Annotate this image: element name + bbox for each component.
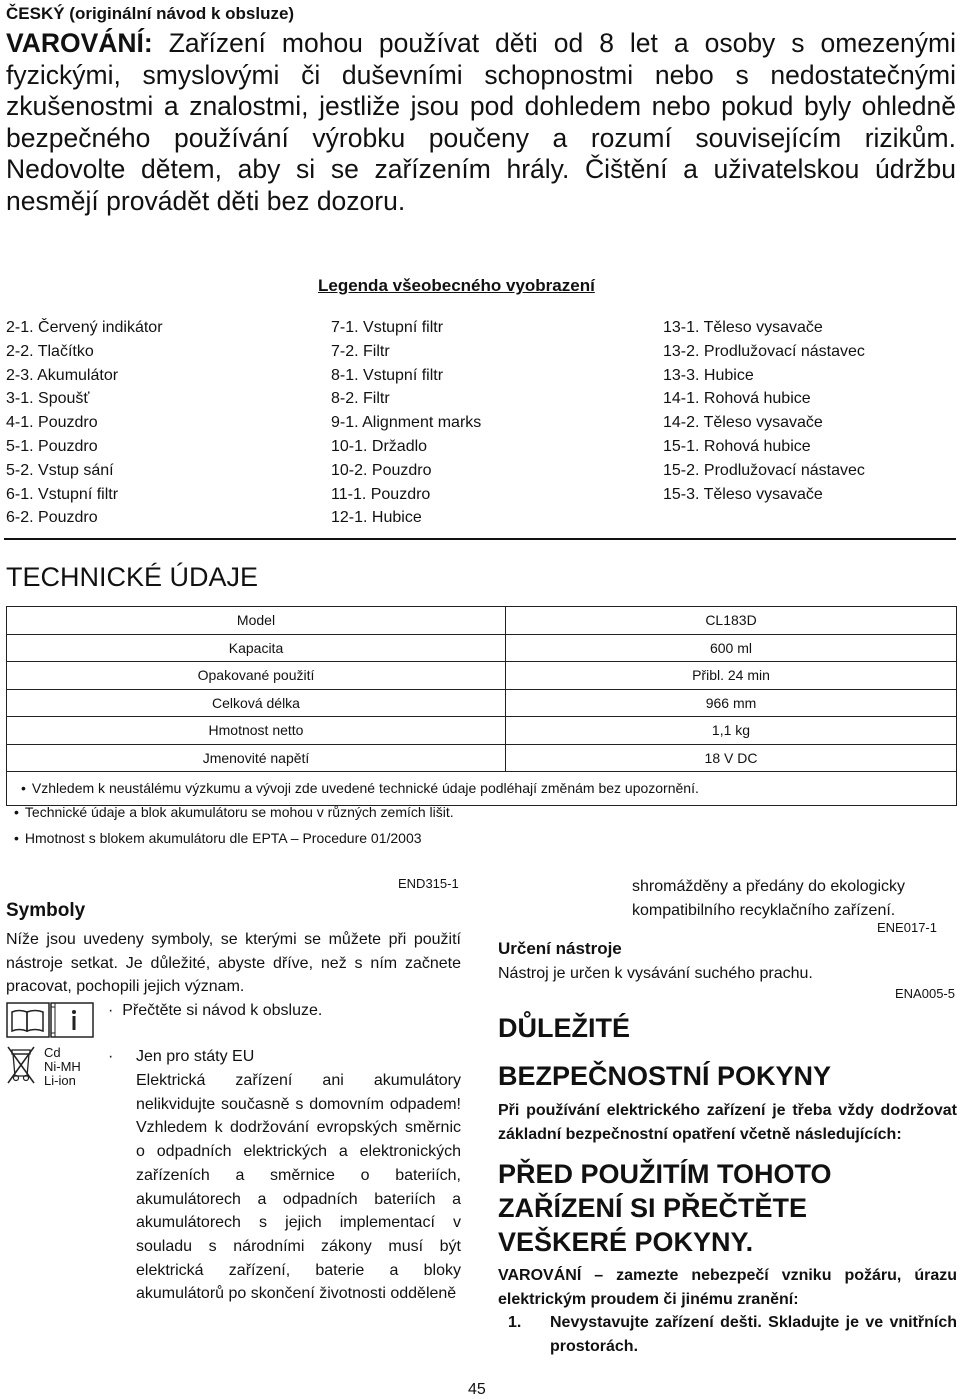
legend-column-1 xyxy=(6,316,163,530)
specs-table xyxy=(6,606,957,806)
legend-item: 8-1. Vstupní filtr xyxy=(331,366,444,384)
page-header: ČESKÝ (originální návod k obsluze) xyxy=(6,4,295,23)
symbol-item-1-text: Přečtěte si návod k obsluze. xyxy=(122,1002,323,1019)
safety-heading-1: DŮLEŽITÉ xyxy=(498,1013,630,1043)
legend-item: 2-3. Akumulátor xyxy=(6,366,119,384)
safety-heading-2: BEZPEČNOSTNÍ POKYNY xyxy=(498,1061,832,1091)
symbol-item-2-text: Elektrická zařízení ani akumulátory nelikvidujte současně s domovním odpadem! Vzhledem k dodržování evropských směrnic o odpadních elektrických a elektronických zařízeních a směrnice o bateriích, akumulátorech a odpadních bateriích a akumulátorech s jejich implementací v souladu s národními zákony musí být elektrická zařízení, baterie a bloky akumulátorů po skončení životnosti odděleně xyxy=(136,1072,461,1303)
battery-type-label: Li-ion xyxy=(44,1073,76,1088)
warning-text: Zařízení mohou používat děti od 8 let a osoby s omezenými fyzickými, smyslovými či duševními schopnostmi nebo s nedostatečnými zkušenostmi a znalostmi, jestliže jsou pod dohledem nebo pokud byly ohledně bezpečného používání výrobku poučeny a rozumí souvisejícím rizikům. Nedovolte dětem, aby si se zařízením hrály. Čištění a uživatelskou údržbu nesmějí provádět děti bez dozoru. xyxy=(6,28,956,216)
section-code: END315-1 xyxy=(398,876,459,891)
legend-item: 6-1. Vstupní filtr xyxy=(6,485,119,503)
safety-item-1-number: 1. xyxy=(508,1314,522,1331)
legend-item: 6-2. Pouzdro xyxy=(6,509,98,527)
table-row xyxy=(7,607,957,635)
battery-type-label: Ni-MH xyxy=(44,1059,81,1074)
table-row xyxy=(7,662,957,690)
symbols-intro: Níže jsou uvedeny symboly, se kterými se můžete při použití nástroje setkat. Je důležité, abyste dříve, než s ním začnete pracovat, pochopili jejich význam. xyxy=(6,931,461,996)
table-row xyxy=(7,744,957,772)
legend-item: 9-1. Alignment marks xyxy=(331,414,482,432)
safety-heading-3: PŘED POUŽITÍM TOHOTO ZAŘÍZENÍ SI PŘEČTĚTE VEŠKERÉ POKYNY. xyxy=(498,1159,832,1257)
symbol-item-2-title: Jen pro státy EU xyxy=(136,1048,255,1065)
legend-item: 3-1. Spoušť xyxy=(6,390,90,408)
battery-type-label: Cd xyxy=(44,1045,61,1060)
legend-column-2 xyxy=(331,316,481,530)
spec-value: 1,1 kg xyxy=(506,717,957,745)
legend-item: 15-2. Prodlužovací nástavec xyxy=(663,461,865,479)
spec-value: 966 mm xyxy=(506,689,957,717)
read-manual-icon xyxy=(6,1002,94,1038)
legend-item: 13-1. Těleso vysavače xyxy=(663,319,823,336)
spec-value: 600 ml xyxy=(506,634,957,662)
legend-item: 5-2. Vstup sání xyxy=(6,461,114,479)
legend-item: 5-1. Pouzdro xyxy=(6,437,98,455)
legend-item: 11-1. Pouzdro xyxy=(331,485,431,503)
legend-item: 13-2. Prodlužovací nástavec xyxy=(663,342,865,360)
table-row xyxy=(7,689,957,717)
page-number: 45 xyxy=(468,1381,486,1398)
use-text: Nástroj je určen k vysávání suchého prachu. xyxy=(498,965,813,982)
safety-intro: Při používání elektrického zařízení je třeba vždy dodržovat základní bezpečnostní opatření včetně následujících: xyxy=(498,1102,957,1143)
spec-label: Celková délka xyxy=(7,689,506,717)
crossed-bin-icon xyxy=(6,1044,36,1086)
legend-item: 7-1. Vstupní filtr xyxy=(331,319,444,336)
symbol-item-1: · Přečtěte si návod k obsluze. xyxy=(108,1002,323,1019)
use-title: Určení nástroje xyxy=(498,939,622,958)
spec-note: • Hmotnost s blokem akumulátoru dle EPTA – Procedure 01/2003 xyxy=(14,826,422,851)
legend-item: 15-3. Těleso vysavače xyxy=(663,485,823,503)
symbol-item-2-bullet: · xyxy=(108,1048,114,1065)
legend-item: 13-3. Hubice xyxy=(663,366,754,384)
legend-item: 14-1. Rohová hubice xyxy=(663,390,811,408)
spec-value: CL183D xyxy=(506,607,957,635)
spec-label: Model xyxy=(7,607,506,635)
legend-item: 4-1. Pouzdro xyxy=(6,414,98,432)
warning-paragraph xyxy=(6,28,956,217)
legend-item: 7-2. Filtr xyxy=(331,342,390,360)
table-row xyxy=(7,634,957,662)
spec-note: • Vzhledem k neustálému výzkumu a vývoji zde uvedené technické údaje podléhají změnám bez upozornění. xyxy=(21,776,956,801)
spec-value: 18 V DC xyxy=(506,744,957,772)
section-code: ENE017-1 xyxy=(877,920,937,935)
legend-item: 10-2. Pouzdro xyxy=(331,461,432,479)
spec-label: Hmotnost netto xyxy=(7,717,506,745)
legend-item: 8-2. Filtr xyxy=(331,390,390,408)
legend-title: Legenda všeobecného vyobrazení xyxy=(318,276,595,295)
spec-note: • Technické údaje a blok akumulátoru se mohou v různých zemích lišit. xyxy=(14,800,454,825)
symbols-title: Symboly xyxy=(6,900,86,921)
safety-warning: VAROVÁNÍ – zamezte nebezpečí vzniku požáru, úrazu elektrickým proudem či jinému zranění: xyxy=(498,1267,957,1308)
legend-item: 15-1. Rohová hubice xyxy=(663,437,811,455)
legend-item: 14-2. Těleso vysavače xyxy=(663,414,823,432)
legend-item: 2-1. Červený indikátor xyxy=(6,319,163,336)
battery-types xyxy=(44,1046,81,1088)
legend-item: 10-1. Držadlo xyxy=(331,437,428,455)
spec-label: Kapacita xyxy=(7,634,506,662)
legend-item: 12-1. Hubice xyxy=(331,509,422,527)
legend-column-3 xyxy=(663,316,865,506)
spec-value: Přibl. 24 min xyxy=(506,662,957,690)
table-row xyxy=(7,717,957,745)
symbol-item-2-continued: shromážděny a předány do ekologicky kompatibilního recyklačního zařízení. xyxy=(632,878,906,919)
spec-label: Jmenovité napětí xyxy=(7,744,506,772)
warning-label: VAROVÁNÍ: xyxy=(6,28,153,58)
section-divider xyxy=(4,538,956,540)
safety-item-1-text: Nevystavujte zařízení dešti. Skladujte je ve vnitřních prostorách. xyxy=(550,1314,957,1355)
legend-item: 2-2. Tlačítko xyxy=(6,342,94,360)
section-code: ENA005-5 xyxy=(895,986,955,1001)
spec-label: Opakované použití xyxy=(7,662,506,690)
tech-specs-title: TECHNICKÉ ÚDAJE xyxy=(6,562,259,592)
